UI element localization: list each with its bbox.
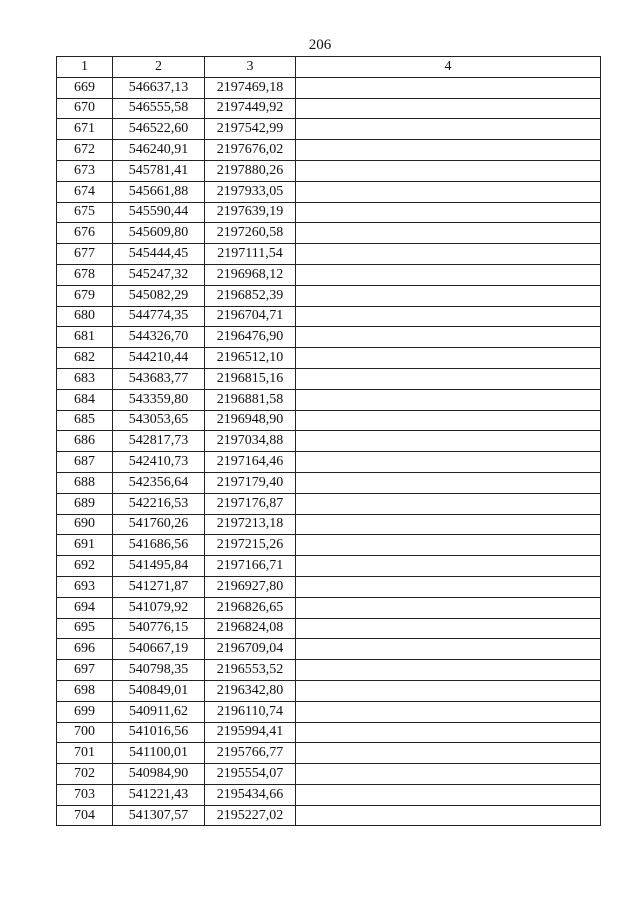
point-number-cell: 691 — [57, 535, 113, 556]
point-number-cell: 692 — [57, 556, 113, 577]
y-coordinate-cell: 2197542,99 — [205, 119, 296, 140]
y-coordinate-cell: 2197111,54 — [205, 244, 296, 265]
note-cell — [296, 576, 601, 597]
table-row — [57, 368, 601, 389]
y-coordinate-cell: 2196476,90 — [205, 327, 296, 348]
point-number-cell: 681 — [57, 327, 113, 348]
note-cell — [296, 701, 601, 722]
point-number-cell: 682 — [57, 348, 113, 369]
table-row — [57, 431, 601, 452]
x-coordinate-cell: 542410,73 — [113, 452, 205, 473]
table-row — [57, 660, 601, 681]
note-cell — [296, 77, 601, 98]
note-cell — [296, 160, 601, 181]
x-coordinate-cell: 541760,26 — [113, 514, 205, 535]
x-coordinate-cell: 540667,19 — [113, 639, 205, 660]
point-number-cell: 704 — [57, 805, 113, 826]
table-row — [57, 410, 601, 431]
table-header-row — [57, 57, 601, 78]
y-coordinate-cell: 2197933,05 — [205, 181, 296, 202]
y-coordinate-cell: 2196709,04 — [205, 639, 296, 660]
x-coordinate-cell: 542216,53 — [113, 493, 205, 514]
point-number-cell: 670 — [57, 98, 113, 119]
x-coordinate-cell: 545661,88 — [113, 181, 205, 202]
table-row — [57, 77, 601, 98]
x-coordinate-cell: 541271,87 — [113, 576, 205, 597]
table-row — [57, 764, 601, 785]
point-number-cell: 675 — [57, 202, 113, 223]
x-coordinate-cell: 543359,80 — [113, 389, 205, 410]
x-coordinate-cell: 542817,73 — [113, 431, 205, 452]
note-cell — [296, 535, 601, 556]
table-row — [57, 98, 601, 119]
note-cell — [296, 680, 601, 701]
point-number-cell: 683 — [57, 368, 113, 389]
x-coordinate-cell: 545609,80 — [113, 223, 205, 244]
point-number-cell: 680 — [57, 306, 113, 327]
point-number-cell: 672 — [57, 140, 113, 161]
table-row — [57, 389, 601, 410]
table-row — [57, 119, 601, 140]
note-cell — [296, 514, 601, 535]
table-row — [57, 244, 601, 265]
point-number-cell: 701 — [57, 743, 113, 764]
table-row — [57, 327, 601, 348]
table-row — [57, 680, 601, 701]
table-row — [57, 535, 601, 556]
y-coordinate-cell: 2196553,52 — [205, 660, 296, 681]
y-coordinate-cell: 2196342,80 — [205, 680, 296, 701]
point-number-cell: 700 — [57, 722, 113, 743]
y-coordinate-cell: 2195434,66 — [205, 784, 296, 805]
note-cell — [296, 306, 601, 327]
note-cell — [296, 202, 601, 223]
table-row — [57, 722, 601, 743]
y-coordinate-cell: 2196704,71 — [205, 306, 296, 327]
y-coordinate-cell: 2196512,10 — [205, 348, 296, 369]
x-coordinate-cell: 545082,29 — [113, 285, 205, 306]
y-coordinate-cell: 2196852,39 — [205, 285, 296, 306]
point-number-cell: 702 — [57, 764, 113, 785]
y-coordinate-cell: 2197676,02 — [205, 140, 296, 161]
table-row — [57, 264, 601, 285]
x-coordinate-cell: 541495,84 — [113, 556, 205, 577]
note-cell — [296, 743, 601, 764]
note-cell — [296, 431, 601, 452]
point-number-cell: 685 — [57, 410, 113, 431]
x-coordinate-cell: 546240,91 — [113, 140, 205, 161]
x-coordinate-cell: 540798,35 — [113, 660, 205, 681]
note-cell — [296, 285, 601, 306]
x-coordinate-cell: 541307,57 — [113, 805, 205, 826]
note-cell — [296, 410, 601, 431]
note-cell — [296, 784, 601, 805]
y-coordinate-cell: 2196927,80 — [205, 576, 296, 597]
note-cell — [296, 556, 601, 577]
x-coordinate-cell: 541016,56 — [113, 722, 205, 743]
point-number-cell: 686 — [57, 431, 113, 452]
column-header: 3 — [205, 57, 296, 78]
y-coordinate-cell: 2195227,02 — [205, 805, 296, 826]
x-coordinate-cell: 543683,77 — [113, 368, 205, 389]
table-row — [57, 181, 601, 202]
note-cell — [296, 639, 601, 660]
table-row — [57, 140, 601, 161]
x-coordinate-cell: 542356,64 — [113, 472, 205, 493]
x-coordinate-cell: 544326,70 — [113, 327, 205, 348]
note-cell — [296, 327, 601, 348]
table-row — [57, 160, 601, 181]
y-coordinate-cell: 2197176,87 — [205, 493, 296, 514]
note-cell — [296, 223, 601, 244]
table-row — [57, 452, 601, 473]
table-row — [57, 306, 601, 327]
y-coordinate-cell: 2196968,12 — [205, 264, 296, 285]
note-cell — [296, 368, 601, 389]
note-cell — [296, 348, 601, 369]
table-row — [57, 514, 601, 535]
x-coordinate-cell: 541221,43 — [113, 784, 205, 805]
x-coordinate-cell: 544774,35 — [113, 306, 205, 327]
y-coordinate-cell: 2197179,40 — [205, 472, 296, 493]
point-number-cell: 678 — [57, 264, 113, 285]
point-number-cell: 679 — [57, 285, 113, 306]
table-row — [57, 805, 601, 826]
note-cell — [296, 181, 601, 202]
point-number-cell: 694 — [57, 597, 113, 618]
point-number-cell: 703 — [57, 784, 113, 805]
y-coordinate-cell: 2196881,58 — [205, 389, 296, 410]
y-coordinate-cell: 2197469,18 — [205, 77, 296, 98]
note-cell — [296, 722, 601, 743]
note-cell — [296, 119, 601, 140]
note-cell — [296, 472, 601, 493]
y-coordinate-cell: 2197880,26 — [205, 160, 296, 181]
y-coordinate-cell: 2197449,92 — [205, 98, 296, 119]
x-coordinate-cell: 540911,62 — [113, 701, 205, 722]
table-row — [57, 285, 601, 306]
point-number-cell: 688 — [57, 472, 113, 493]
y-coordinate-cell: 2195994,41 — [205, 722, 296, 743]
table-row — [57, 472, 601, 493]
point-number-cell: 698 — [57, 680, 113, 701]
point-number-cell: 697 — [57, 660, 113, 681]
point-number-cell: 695 — [57, 618, 113, 639]
note-cell — [296, 452, 601, 473]
y-coordinate-cell: 2197213,18 — [205, 514, 296, 535]
note-cell — [296, 660, 601, 681]
x-coordinate-cell: 546522,60 — [113, 119, 205, 140]
point-number-cell: 687 — [57, 452, 113, 473]
y-coordinate-cell: 2196826,65 — [205, 597, 296, 618]
x-coordinate-cell: 543053,65 — [113, 410, 205, 431]
x-coordinate-cell: 541100,01 — [113, 743, 205, 764]
y-coordinate-cell: 2196110,74 — [205, 701, 296, 722]
y-coordinate-cell: 2197260,58 — [205, 223, 296, 244]
point-number-cell: 671 — [57, 119, 113, 140]
table-row — [57, 784, 601, 805]
note-cell — [296, 493, 601, 514]
table-row — [57, 576, 601, 597]
column-header: 4 — [296, 57, 601, 78]
note-cell — [296, 764, 601, 785]
column-header: 2 — [113, 57, 205, 78]
note-cell — [296, 244, 601, 265]
point-number-cell: 693 — [57, 576, 113, 597]
point-number-cell: 696 — [57, 639, 113, 660]
coordinates-table — [56, 56, 601, 826]
y-coordinate-cell: 2197639,19 — [205, 202, 296, 223]
point-number-cell: 689 — [57, 493, 113, 514]
y-coordinate-cell: 2195766,77 — [205, 743, 296, 764]
x-coordinate-cell: 545590,44 — [113, 202, 205, 223]
x-coordinate-cell: 540984,90 — [113, 764, 205, 785]
table-row — [57, 701, 601, 722]
note-cell — [296, 618, 601, 639]
x-coordinate-cell: 541079,92 — [113, 597, 205, 618]
table-row — [57, 223, 601, 244]
table-row — [57, 202, 601, 223]
point-number-cell: 676 — [57, 223, 113, 244]
table-row — [57, 743, 601, 764]
note-cell — [296, 264, 601, 285]
y-coordinate-cell: 2195554,07 — [205, 764, 296, 785]
table-row — [57, 618, 601, 639]
x-coordinate-cell: 545247,32 — [113, 264, 205, 285]
y-coordinate-cell: 2196815,16 — [205, 368, 296, 389]
table-body — [57, 77, 601, 826]
note-cell — [296, 389, 601, 410]
y-coordinate-cell: 2197164,46 — [205, 452, 296, 473]
y-coordinate-cell: 2196824,08 — [205, 618, 296, 639]
point-number-cell: 669 — [57, 77, 113, 98]
x-coordinate-cell: 545444,45 — [113, 244, 205, 265]
x-coordinate-cell: 540776,15 — [113, 618, 205, 639]
x-coordinate-cell: 546555,58 — [113, 98, 205, 119]
point-number-cell: 684 — [57, 389, 113, 410]
point-number-cell: 677 — [57, 244, 113, 265]
table-row — [57, 639, 601, 660]
point-number-cell: 673 — [57, 160, 113, 181]
y-coordinate-cell: 2197166,71 — [205, 556, 296, 577]
table-row — [57, 597, 601, 618]
note-cell — [296, 597, 601, 618]
note-cell — [296, 98, 601, 119]
y-coordinate-cell: 2196948,90 — [205, 410, 296, 431]
x-coordinate-cell: 544210,44 — [113, 348, 205, 369]
point-number-cell: 690 — [57, 514, 113, 535]
point-number-cell: 674 — [57, 181, 113, 202]
y-coordinate-cell: 2197034,88 — [205, 431, 296, 452]
note-cell — [296, 140, 601, 161]
x-coordinate-cell: 540849,01 — [113, 680, 205, 701]
x-coordinate-cell: 541686,56 — [113, 535, 205, 556]
note-cell — [296, 805, 601, 826]
x-coordinate-cell: 545781,41 — [113, 160, 205, 181]
y-coordinate-cell: 2197215,26 — [205, 535, 296, 556]
table-row — [57, 493, 601, 514]
column-header: 1 — [57, 57, 113, 78]
page-number: 206 — [308, 37, 332, 53]
table-row — [57, 348, 601, 369]
point-number-cell: 699 — [57, 701, 113, 722]
table-row — [57, 556, 601, 577]
x-coordinate-cell: 546637,13 — [113, 77, 205, 98]
